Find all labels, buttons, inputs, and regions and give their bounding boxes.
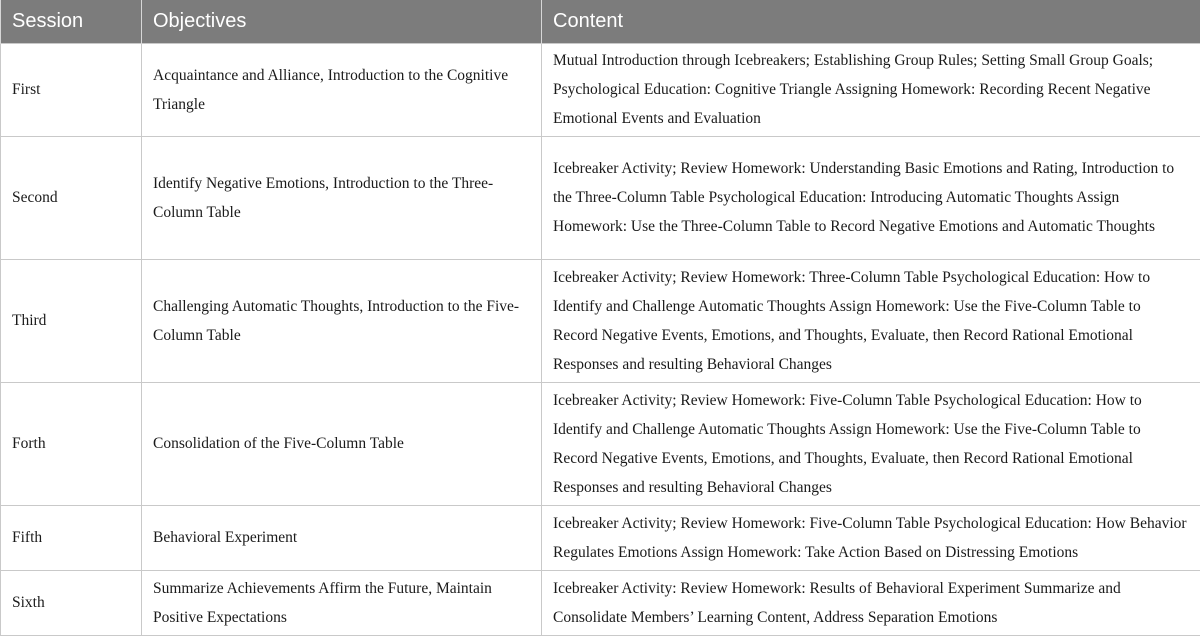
header-content: Content xyxy=(542,0,1200,43)
objectives-cell: Acquaintance and Alliance, Introduction to the Cognitive Triangle xyxy=(142,43,542,136)
objectives-cell: Identify Negative Emotions, Introduction to the Three-Column Table xyxy=(142,136,542,259)
header-row xyxy=(1,0,1200,43)
table-row xyxy=(1,570,1200,635)
content-cell: Icebreaker Activity; Review Homework: Understanding Basic Emotions and Rating, Introduction to the Three-Column Table Psychological Education: Introducing Automatic Thoughts Assign Homework: Use the Three-Column Table to Record Negative Emotions and Automatic Thoughts xyxy=(542,136,1200,259)
objectives-cell: Summarize Achievements Affirm the Future, Maintain Positive Expectations xyxy=(142,570,542,635)
table-row xyxy=(1,505,1200,570)
objectives-cell: Consolidation of the Five-Column Table xyxy=(142,382,542,505)
header-objectives: Objectives xyxy=(142,0,542,43)
content-cell: Icebreaker Activity: Review Homework: Results of Behavioral Experiment Summarize and Consolidate Members’ Learning Content, Address Separation Emotions xyxy=(542,570,1200,635)
objectives-cell: Behavioral Experiment xyxy=(142,505,542,570)
session-cell: First xyxy=(1,43,142,136)
session-cell: Sixth xyxy=(1,570,142,635)
table-row xyxy=(1,382,1200,505)
table-body xyxy=(1,43,1200,635)
table-header xyxy=(1,0,1200,43)
session-cell: Second xyxy=(1,136,142,259)
objectives-cell: Challenging Automatic Thoughts, Introduction to the Five-Column Table xyxy=(142,259,542,382)
session-cell: Third xyxy=(1,259,142,382)
content-cell: Icebreaker Activity; Review Homework: Five-Column Table Psychological Education: How to Identify and Challenge Automatic Thoughts Assign Homework: Use the Five-Column Table to Record Negative Events, Emotions, and Thoughts, Evaluate, then Record Rational Emotional Responses and resulting Behavioral Changes xyxy=(542,382,1200,505)
table-row xyxy=(1,136,1200,259)
table-row xyxy=(1,43,1200,136)
table-row xyxy=(1,259,1200,382)
content-cell: Mutual Introduction through Icebreakers; Establishing Group Rules; Setting Small Group Goals; Psychological Education: Cognitive Triangle Assigning Homework: Recording Recent Negative Emotional Events and Evaluation xyxy=(542,43,1200,136)
session-cell: Fifth xyxy=(1,505,142,570)
header-session: Session xyxy=(1,0,142,43)
session-cell: Forth xyxy=(1,382,142,505)
content-cell: Icebreaker Activity; Review Homework: Five-Column Table Psychological Education: How Behavior Regulates Emotions Assign Homework: Take Action Based on Distressing Emotions xyxy=(542,505,1200,570)
content-cell: Icebreaker Activity; Review Homework: Three-Column Table Psychological Education: How to Identify and Challenge Automatic Thoughts Assign Homework: Use the Five-Column Table to Record Negative Events, Emotions, and Thoughts, Evaluate, then Record Rational Emotional Responses and resulting Behavioral Changes xyxy=(542,259,1200,382)
